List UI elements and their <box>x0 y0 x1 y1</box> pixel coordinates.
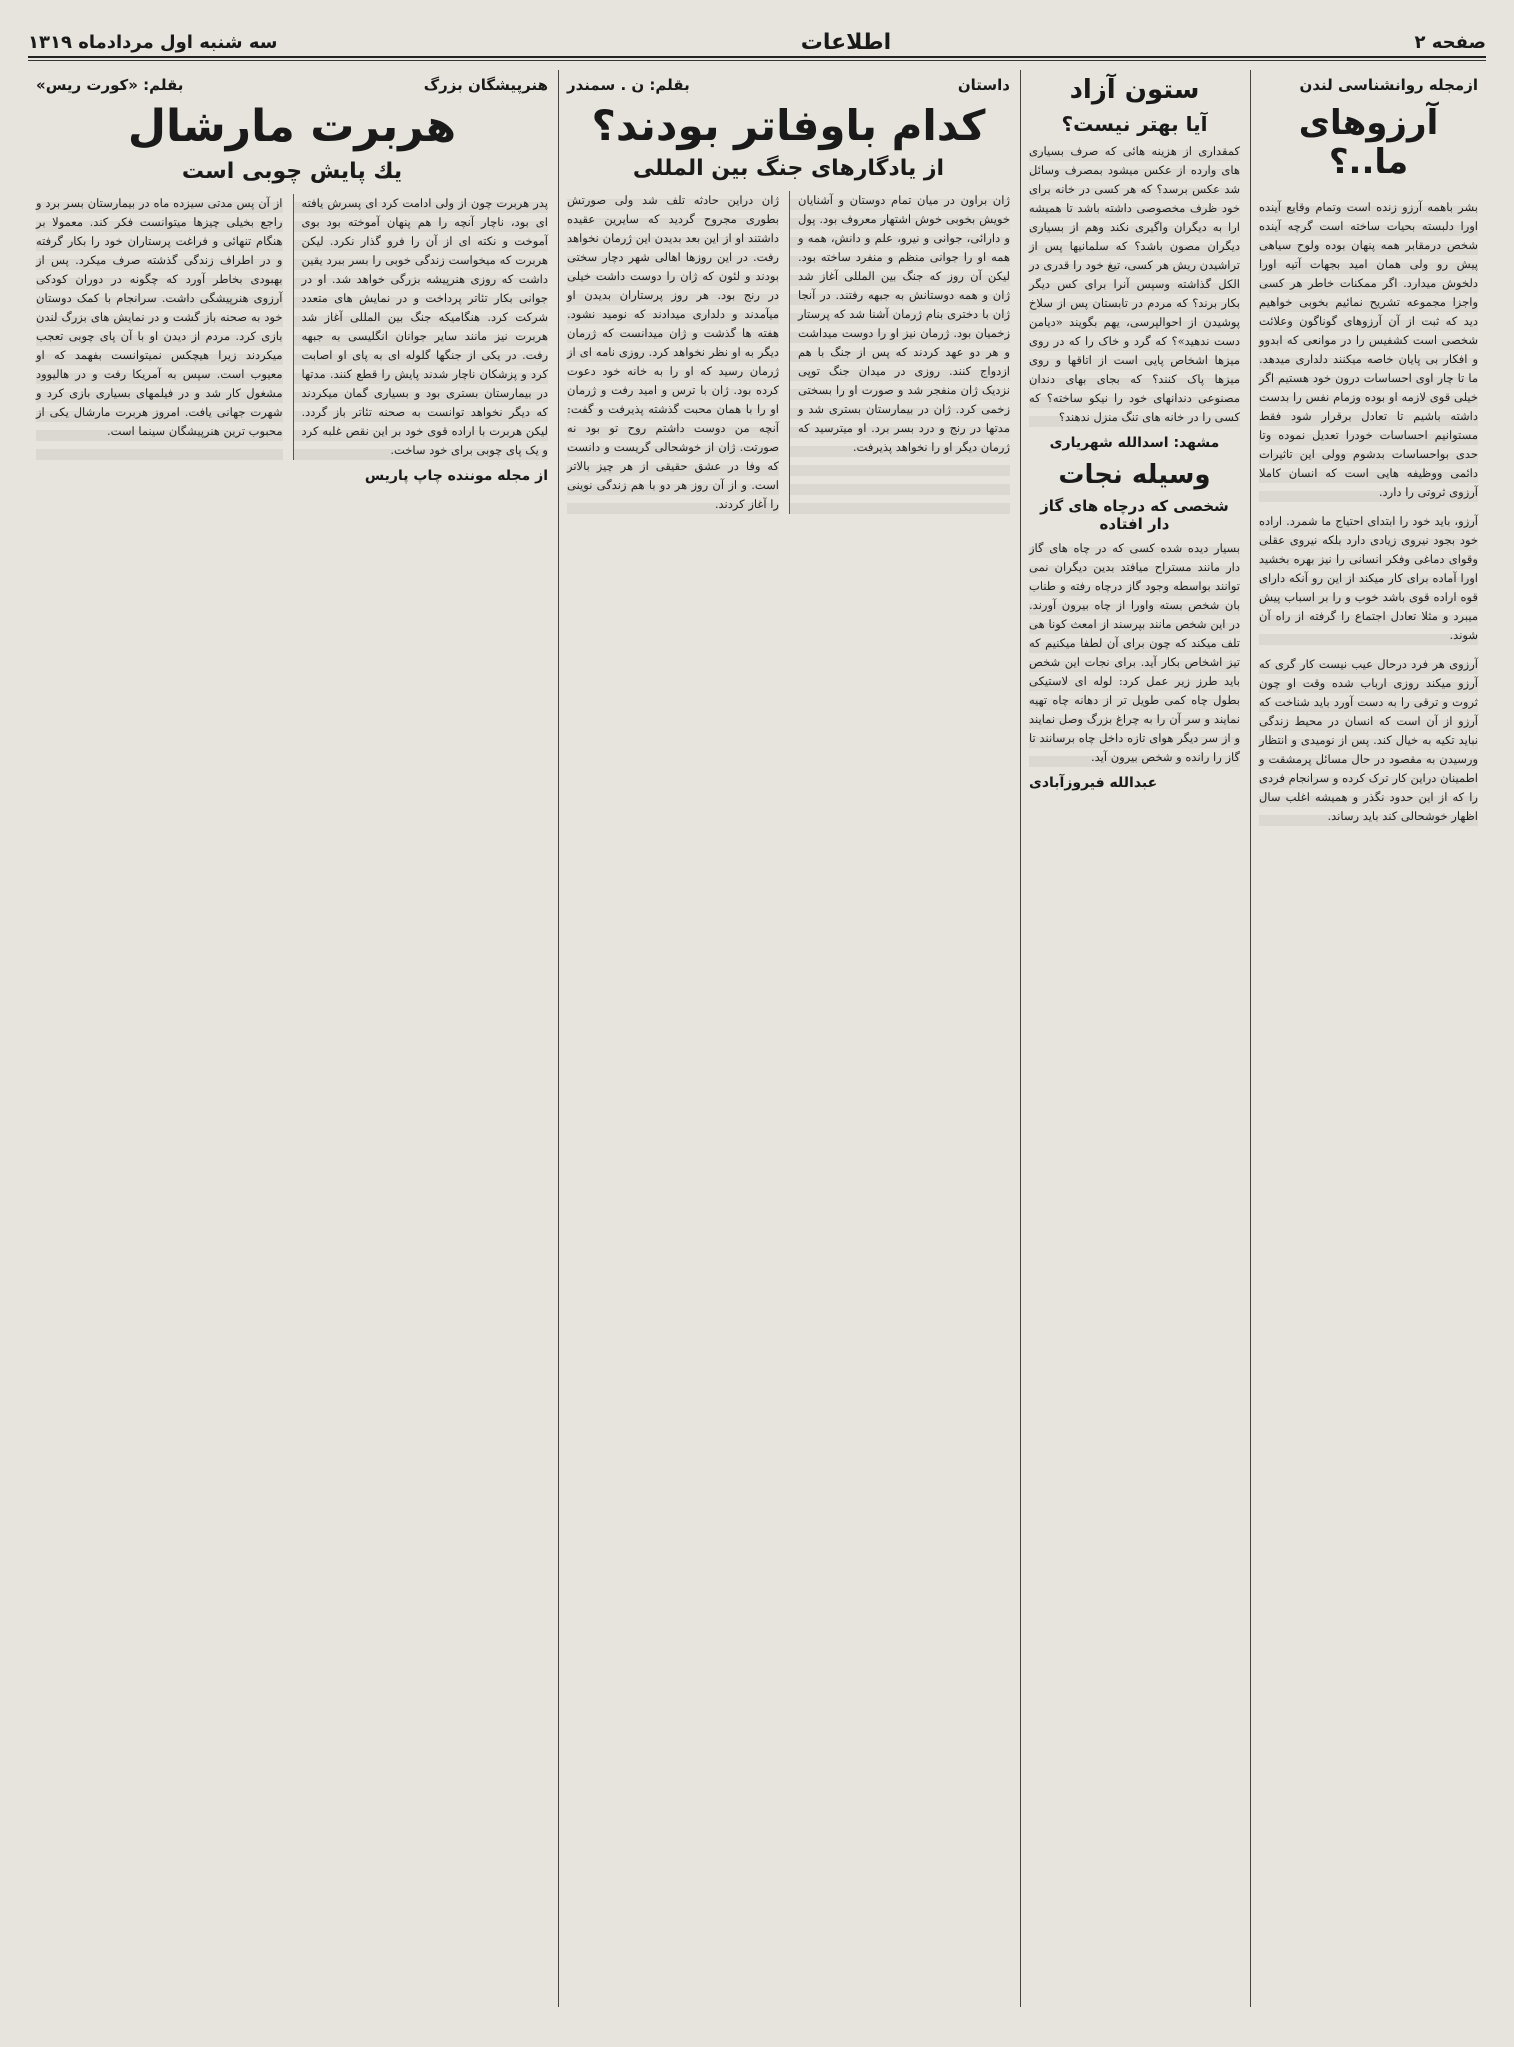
article-subhead: از یادگارهای جنگ بین المللی <box>632 156 945 182</box>
kicker-text: هنرپیشگان بزرگ <box>423 76 548 94</box>
article-byline: مشهد: اسدالله شهریاری <box>1049 434 1220 451</box>
article-source: از مجله موننده چاپ پاریس <box>364 467 548 484</box>
article-headline: آرزوهای ما..؟ <box>1298 103 1439 183</box>
story-column-right: ژان براون در میان تمام دوستان و آشنایان خویش بخوبی خوش اشتهار معروف بود. پول و دارائی، جوانی و نیرو، علم و دانش، همه و همه او را جوانی منظم و منفرد ساخته بود. لیکن آن روز که جنگ بین المللی آغاز شد ژان و همه دوستانش به جبهه رفتند. در آنجا ژان با دختری بنام ژرمان آشنا شد که پرستار زخمیان بود. ژرمان نیز او را دوست میداشت و هر دو عهد کردند که پس از جنگ با هم ازدواج کنند. روزی در میدان جنگ توپی نزدیک ژان منفجر شد و صورت او را بسختی زخمی کرد. ژان در بیمارستان بستری شد و مدتها در رنج و درد بسر برد. او میترسید که ژرمان دیگر او را نخواهد پذیرفت. <box>789 191 1010 514</box>
column-title: ستون آزاد <box>1069 75 1200 105</box>
masthead <box>28 28 1486 58</box>
article-body: آرزوی هر فرد درحال عیب نیست کار گری که آرزو میکند روزی ارباب شده وقت او چون ثروت و ترقی را به دست آورد باید شناخت که آرزو از آن است که انسان در محیط زندگی نباید تکیه به خیال کند. پس از نومیدی و انتظار ورسیدن به مقصود در حال مسائل پرمشقت و اطمینان دراین کار ترک کرده و سرانجام فردی را که از این حدود نگذر و همیشه اغلب سال اظهار خوشحالی کند باید رساند. <box>1259 655 1478 826</box>
column-free <box>1020 70 1248 2007</box>
kicker-text: داستان <box>957 76 1010 94</box>
column-story <box>558 70 1018 2007</box>
column-psychology <box>1250 70 1486 2007</box>
article-headline: کدام باوفاتر بودند؟ <box>591 101 986 150</box>
actors-column-left: از آن پس مدتی سیزده ماه در بیمارستان بسر برد و راجع بخیلی چیزها میتوانست فکر کند. معمولا بر هنگام تنهائی و فراغت پرستاران خود را بکار گرفته و در اطراف زندگی گذشته صرف میکرد. پس از بهبودی بخاطر آورد که چگونه در دوران کودکی آرزوی هنرپیشگی داشت. سرانجام با کمک دوستان خود به صحنه باز گشت و در نمایش های بزرگ لندن بازی کرد. مردم از دیدن او با آن پای چوبی تعجب میکردند زیرا هیچکس نمیتوانست بفهمد که او معیوب است. سپس به آمریکا رفت و در هالیوود مشغول کار شد و در فیلمهای بسیاری بازی کرد و شهرت جهانی یافت. امروز هربرت مارشال یکی از محبوب ترین هنرپیشگان سینما است. <box>36 194 283 460</box>
actors-column-right: پدر هربرت چون از ولی ادامت کرد ای پسرش یافته ای بود، ناچار آنچه را هم پنهان آموخته بود بوی آموخت و نکته ای از آن را فرو گذار نکرد. لیکن هربرت که میخواست زندگی خوبی را بسر ببرد یقین داشت که روزی هنرپیشه بزرگی خواهد شد. او در جوانی بکار تئاتر پرداخت و در نمایش های متعدد شرکت کرد. هنگامیکه جنگ بین المللی آغاز شد هربرت نیز مانند سایر جوانان انگلیسی به جبهه رفت. در یکی از جنگها گلوله ای به پای او اصابت کرد و پزشکان ناچار شدند پایش را قطع کنند. مدتها در بیمارستان بستری بود و بسیاری گمان میکردند که دیگر نخواهد توانست به صحنه تئاتر باز گردد. لیکن هربرت با اراده قوی خود بر این نقص غلبه کرد و یک پای چوبی برای خود ساخت. <box>293 194 549 460</box>
article-body: بشر باهمه آرزو زنده است وتمام وقایع آینده اورا دلبسته بحیات ساخته است گرچه آینده شخص درمقابر همه پنهان بوده ولوح سیاهی پیش رو ولی همان امید بجهات آتیه اورا دلخوش میدارد. اگر ممکنات خاطر هر کسی واجزا مجموعه تشریح نمائیم بخوبی خواهیم دید که ثبت از آن آرزوهای گوناگون وعلائت شخصی است کشفیس را در موانعی که ابدوو و افکار بی پایان خاصه میکنند دلداری میدهد. ما تا چار اوی احساسات درون خود هستیم اگر خیلی قوی لازمه او بوده وزمام نفس را بدست داشته باشیم تا تعادل برقرار شود فقط مستوانیم احساسات خودرا تعدیل نموده وتا حدی بواحساسات بدشوم وولی این تاثیرات دائمی ووظیفه هایی است که انسان کاملا آرزوی ثروتی را دارد. <box>1259 198 1478 502</box>
article-body: کمقداری از هزینه هائی که صرف بسیاری های وارده از عکس میشود بمصرف وسائل شد عکس برسد؟ که هر کسی در خانه برای خود ظرف مخصوصی داشته باشد تا همیشه ارا به دیگران واگیری نکند وهم از بسیاری دیگران مصون باشد؟ که سلمانیها پس از تراشیدن ریش هر کسی، تیغ خود را قدری در الکل گذاشته وسپس آنرا برای کس دیگر بکار برند؟ که مردم در تابستان پس از سلاخ پوشیدن از احوالپرسی، یهم بگویند «دیامن دست ندهید»؟ که گرد و خاک را که در روی میزها اشخاص پایی است از اتاقها و روی میزها پاک کنند؟ که بجای بهای دندان مصنوعی دندانهای خود را نیکو ساخته؟ که کسی را در خانه های تنگ منزل ندهند؟ <box>1029 142 1240 427</box>
article-headline: هربرت مارشال <box>127 101 457 152</box>
page-number: صفحه ۲ <box>1414 31 1486 53</box>
paper-name: اطلاعات <box>800 29 892 55</box>
column-kicker <box>36 76 548 94</box>
column-kicker <box>1259 76 1478 94</box>
masthead-rule <box>28 60 1486 61</box>
author-credit: بقلم: ن . سمندر <box>567 76 690 94</box>
section-title: وسیله نجات <box>1058 459 1211 490</box>
actors-body <box>36 194 548 460</box>
story-body <box>567 191 1010 514</box>
article-subhead: یك پایش چوبی است <box>181 158 403 184</box>
section-subtitle: شخصی که درچاه های گاز دار افتاده <box>1040 496 1229 533</box>
kicker-text: ازمجله روانشناسی لندن <box>1299 76 1478 94</box>
section-title: آیا بهتر نیست؟ <box>1061 111 1208 136</box>
article-signature: عبدالله فیروزآبادی <box>1029 774 1158 791</box>
column-kicker <box>567 76 1010 94</box>
article-body: آرزو، باید خود را ابتدای احتیاج ما شمرد. اراده خود بجود نیروی زیادی دارد بلکه نیروی عقلی وقوای دماغی وفکر انسانی را نیز بهره بخشید اورا آماده برای کار میکند از این رو آنکه دارای قوه اراده قوی باشد خوب و را بر اسباب پیش میبرد و مثلا تعادل اجتماع را گرفته از راه آن شوند. <box>1259 512 1478 645</box>
column-actors <box>28 70 556 2007</box>
story-column-left: ژان دراین حادثه تلف شد ولی صورتش بطوری مجروح گردید که سایرین عقیده داشتند او از این بعد بدیدن این ژرمان نخواهد رفت. در این روزها اهالی شهر دچار سختی بودند و لئون که ژان را دوست داشت خیلی در رنج بود. هر روز پرستاران بدیدن او میآمدند و دلداری میدادند که نومید نشود. هفته ها گذشت و ژان میدانست که ژرمان دیگر به او نظر نخواهد کرد. روزی نامه ای از ژرمان رسید که او را به خانه خود دعوت کرده بود. ژان با ترس و امید رفت و ژرمان او را با همان محبت گذشته پذیرفت و گفت: آنچه من دوست داشتم روح تو بود نه صورتت. ژان از خوشحالی گریست و دانست که وفا در عشق حقیقی از هر چیز بالاتر است. و از آن روز هر دو با هم زندگی نوینی را آغاز کردند. <box>567 191 779 514</box>
issue-date: سه شنبه اول مردادماه ۱۳۱۹ <box>28 31 278 53</box>
author-credit: بقلم: «کورت ریس» <box>36 76 184 94</box>
article-body: بسیار دیده شده کسی که در چاه های گاز دار مانند مستراح میافتد بدین دیگران نمی توانند بواسطه وجود گاز درچاه رفته و طناب بان شخص بسته واورا از چاه بیرون آورند. در این شخص مانند بپرسند از امعث کونا هی تلف میکند که چون برای آن لطفا میکنیم که تیز اشخاص بکار آید. برای نجات این شخص باید طرز زیر عمل کرد: لوله ای لاستیکی بطول چاه کمی طویل تر از دهانه چاه تهیه نمایند و سر آن را به چراغ بزرگ وصل نمایند و از سر دیگر هوای تازه داخل چاه برسانند تا گاز را رانده و شخص بیرون آید. <box>1029 539 1240 767</box>
